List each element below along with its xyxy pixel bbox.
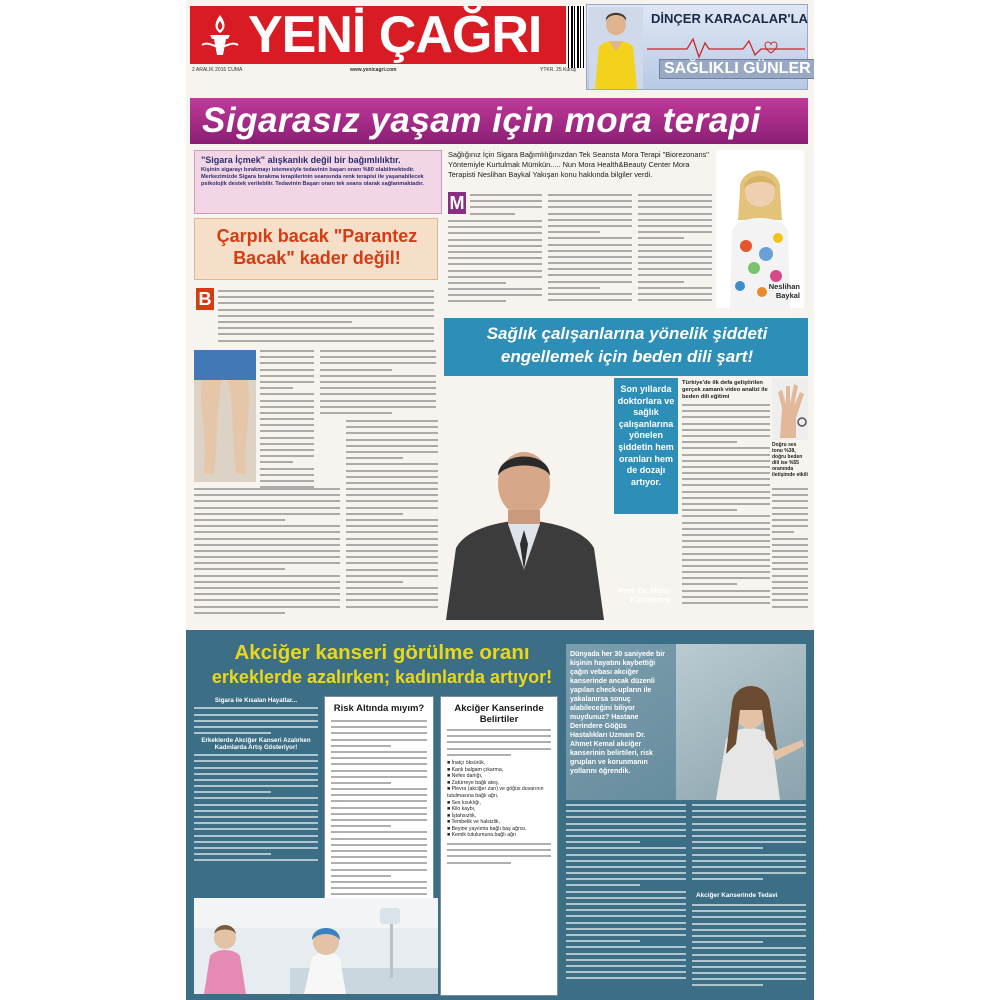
lung-headline: [202, 640, 562, 690]
heartbeat-icon: [647, 35, 805, 59]
parantez-column-1: [260, 350, 314, 500]
lung-column-6: [692, 904, 806, 996]
dropcap-m: M: [449, 193, 465, 213]
columnist-photo: [589, 7, 643, 89]
mora-column-3: [638, 194, 712, 312]
doctor-caption: [584, 586, 670, 604]
violence-column-1: [682, 404, 770, 622]
violence-sidebar: Son yıllarda doktorlara ve sağlık çalışanlarına yönelen şiddetin hem oranları hem de dozajı artıyor.: [614, 378, 678, 514]
mora-column-1-lead: [470, 194, 542, 220]
callout-title: "Sigara İçmek" alışkanlık değil bir bağımlılıktır.: [201, 155, 401, 165]
symptoms-title: Akciğer Kanserinde Belirtiler: [454, 703, 544, 725]
treatment-title: Akciğer Kanserinde Tedavi: [696, 892, 778, 899]
bowlegs-photo: [194, 350, 256, 482]
symptoms-box: [440, 696, 558, 996]
violence-subhead: Türkiye'de ilk defa geliştirilen gerçek zamanlı video analizi ile beden dili eğitimi: [682, 380, 768, 401]
lung-column-1: [194, 698, 318, 894]
symptom-item: ■ Tembelik ve halsizlik,: [447, 819, 500, 826]
caption-surname: Baykal: [775, 291, 800, 300]
portrait1-caption: [734, 282, 800, 300]
violence-column-2: [772, 488, 808, 622]
symptom-item: ■ Kemik tutulumuna bağlı ağrı: [447, 832, 517, 839]
doctor-name: Prof. Dr. Metin: [619, 586, 670, 595]
violence-headline: Sağlık çalışanlarına yönelik şiddeti engellemek için beden dili şart!: [486, 324, 768, 366]
promo-subtitle: SAĞLIKLI GÜNLER: [659, 59, 814, 79]
lung-col1-title: Sigara ile Kısalan Hayatlar...: [214, 697, 298, 704]
price: YTKR. 25 Kuruş: [540, 67, 577, 73]
main-headline: Sigarasız yaşam için mora terapi: [202, 101, 761, 140]
violence-headline-band: [444, 318, 808, 376]
mora-column-1: [448, 220, 542, 312]
stethoscope-hand-photo: [772, 378, 808, 440]
lung-quote: Dünyada her 30 saniyede bir kişinin hayatını kaybettiği çağın vebası akciğer kanserinde ancak düzenli yapılan check-upların ile yakalanırsa sonuç alabileceğini biliyor muydunuz? Hastane Derindere Göğüs Hastalıkları Uzmanı Dr. Ahmet Kemal akciğer kanserinin belirtileri, risk grupları ve korunmanın yollarını öğrendik.: [570, 651, 665, 775]
lung-headline-line2: erkeklerde azalırken; kadınlarda artıyor!: [211, 667, 553, 687]
risk-title: Risk Altında mıyım?: [333, 703, 425, 714]
promo-title: DİNÇER KARACALAR'LA: [651, 11, 808, 26]
parantez-headline-box: [194, 218, 438, 280]
symptom-item: ■ Kilo kaybı,: [447, 806, 476, 813]
symptom-item: ■ Kanlı balgam çıkarma,: [447, 766, 504, 773]
callout-body: Kişinin sigarayı bırakmayı istemesiyle tedavinin başarı oranı %80 olabilmektedir. Merkezimizde Sigara bırakma terapilerinin seansında renk terapisi ile yaşanabilecek psikolojik destek verilebilir. Tedavinin Başarı oranı tek seans olarak sağlanmaktadır.: [201, 167, 424, 187]
lung-column-4: [566, 804, 686, 994]
caption-name: Neslihan: [768, 282, 800, 291]
doctor-surname: Küçükkaya: [630, 595, 670, 604]
logo-text: YENİ ÇAĞRI: [248, 6, 542, 64]
headline-banner: [190, 98, 808, 144]
symptoms-list: [447, 760, 551, 839]
issue-date: 2 ARALIK 2016 CUMA: [192, 67, 243, 73]
lung-column-5: [692, 804, 806, 888]
symptom-item: ■ İştahsızlık,: [447, 812, 477, 819]
lung-col1-subtitle: Erkeklerde Akciğer Kanseri Azalırken Kadınlarda Artış Gösteriyor!: [201, 737, 311, 751]
mora-column-2: [548, 194, 632, 312]
parantez-headline: Çarpık bacak "Parantez Bacak" kader değil!: [216, 226, 418, 268]
torch-icon: [196, 11, 244, 59]
parantez-column-2: [320, 350, 436, 418]
website-link[interactable]: www.yenicagri.com: [350, 67, 397, 73]
mora-intro: Sağlığınız İçin Sigara Bağımlılığınızdan Tek Seansta Mora Terapi "Biorezonans" Yöntemiyle Kurtulmak Mümkün..... Nun Mora Health&Beauty Center Mora Terapisti Neslihan Baykal Yakışan konu hakkında bilgiler verdi.: [448, 150, 709, 179]
hospital-patient-photo: [194, 898, 438, 994]
symptom-item: ■ Zatürreye bağlı ateş,: [447, 779, 500, 786]
dropcap-b: B: [196, 288, 214, 310]
parantez-column-4: [346, 420, 438, 624]
masthead-logo[interactable]: [190, 6, 566, 64]
symptom-item: ■ Plevra (akciğer zarı) ve göğüs duvarının tutulmasına bağlı ağrı,: [447, 786, 544, 799]
symptom-item: ■ Beyine yayılıma bağlı baş ağrısı,: [447, 825, 527, 832]
symptom-item: ■ İnatçı öksürük,: [447, 759, 486, 766]
masthead-strip: [190, 66, 582, 76]
health-column-promo[interactable]: [586, 4, 811, 90]
risk-box: [324, 696, 434, 912]
addiction-callout: [194, 150, 442, 214]
symptom-item: ■ Ses kısıklığı,: [447, 799, 481, 806]
barcode: [568, 6, 584, 68]
symptom-item: ■ Nefes darlığı,: [447, 773, 483, 780]
parantez-column-3: [194, 488, 340, 624]
lung-headline-line1: Akciğer kanseri görülme oranı: [234, 641, 530, 664]
hand-caption: Doğru ses tonu %38, doğru beden dili ise %55 oranında iletişimde etkili: [772, 442, 808, 478]
parantez-lead: [218, 290, 434, 346]
newspaper-page: [186, 0, 814, 1000]
